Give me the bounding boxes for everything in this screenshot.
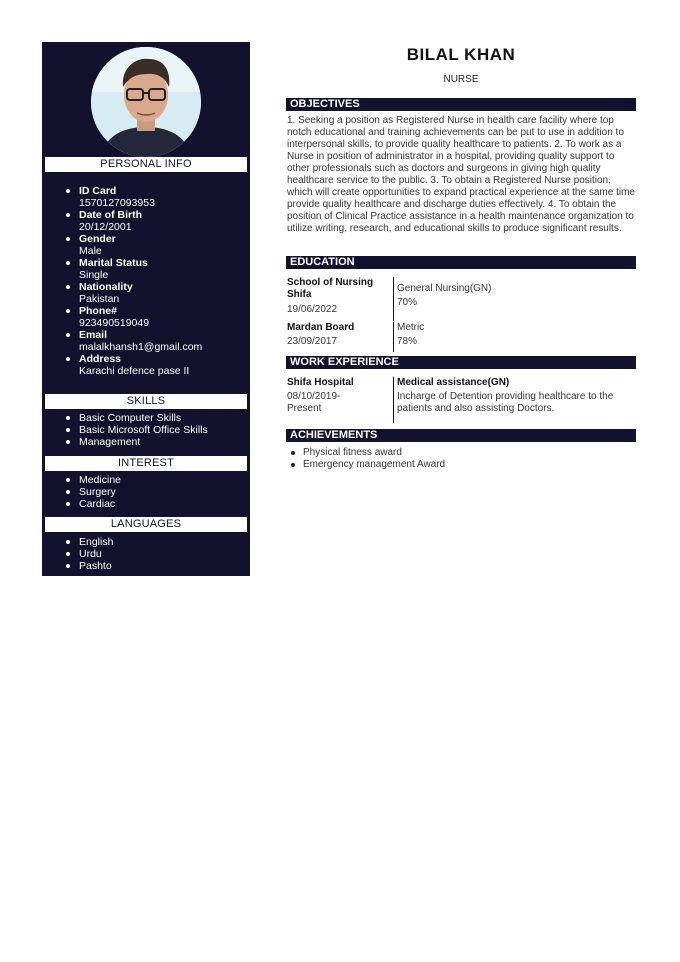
education-degree: Metric [397,322,425,333]
work-description: Incharge of Detention providing healthcare to the patients and also assisting Doctors. [397,391,614,414]
education-row [287,277,637,321]
info-email [64,329,202,353]
languages-list [64,536,113,572]
work-role: Medical assistance(GN) [397,377,510,388]
education-score: 78% [397,336,418,347]
work-company: Shifa Hospital [287,377,354,388]
education-institution: Mardan Board [287,322,355,333]
info-value: Karachi defence pase II [79,365,190,377]
personal-info-list [64,185,202,377]
education-left [287,322,387,348]
work-row [287,377,637,423]
achievement-item: Physical fitness award [303,447,445,459]
info-label: Gender [79,233,116,245]
language-item: Urdu [64,548,113,560]
info-label: Address [79,353,122,365]
info-nationality [64,281,202,305]
interest-list [64,474,121,510]
info-gender [64,233,202,257]
interest-item: Cardiac [64,498,121,510]
achievements-header: ACHIEVEMENTS [286,429,636,442]
sidebar [42,42,250,576]
info-id-card [64,185,202,209]
info-label: Email [79,329,108,341]
info-dob [64,209,202,233]
work-left [287,377,387,415]
achievement-item: Emergency management Award [303,459,446,470]
education-degree: General Nursing(GN) [397,283,492,294]
education-date: 23/09/2017 [287,336,338,347]
skill-item: Management [64,436,208,448]
info-label: Date of Birth [79,209,142,221]
interest-header: INTEREST [45,456,247,471]
info-marital-status [64,257,202,281]
education-date: 19/06/2022 [287,304,338,315]
divider [393,322,394,352]
profile-photo [91,47,201,157]
info-value: Single [79,269,109,281]
skill-item: Basic Computer Skills [64,412,208,424]
achievements-list [303,447,445,471]
info-address [64,353,202,377]
person-photo-icon [91,47,201,157]
skill-item: Basic Microsoft Office Skills [64,424,208,436]
work-experience-header: WORK EXPERIENCE [286,356,636,369]
languages-header: LANGUAGES [45,517,247,532]
language-item: English [64,536,113,548]
education-right [397,283,637,309]
education-score: 70% [397,297,418,308]
info-label: Nationality [79,281,133,293]
divider [393,377,394,423]
interest-item: Surgery [64,486,121,498]
skills-list [64,412,208,448]
personal-info-header: PERSONAL INFO [45,157,247,172]
info-value: 20/12/2001 [79,221,132,233]
skills-header: SKILLS [45,394,247,409]
info-value: Pakistan [79,293,120,305]
info-value: malalkhansh1@gmail.com [79,341,203,353]
objectives-header: OBJECTIVES [286,98,636,111]
info-value: Male [79,245,102,257]
objectives-text: 1. Seeking a position as Registered Nurse in health care facility where top notch educational and training achievements can be put to use in addition to interpersonal skills, to provide quality healthcare to patients. 2. To work as a Nurse in position of administrator in a hospital, providing quality support to other professionals such as doctors and surgeons in giving high quality healthcare service to the public. 3. To obtain a Registered Nurse position, which will create opportunities to expand practical experience at the same time provide quality healthcare and discharge duties effectively. 4. To obtain the position of Clinical Practice assistance in a health maintenance organization to utilize writing, research, and educational skills to produce significant results. [287,115,635,234]
education-header: EDUCATION [286,256,636,269]
work-right [397,377,637,415]
language-item: Pashto [64,560,113,572]
education-right [397,322,637,348]
info-label: Marital Status [79,257,148,269]
education-institution: School of Nursing Shifa [287,277,374,300]
info-value: 923490519049 [79,317,150,329]
work-date: 08/10/2019- Present [287,391,341,414]
info-phone [64,305,202,329]
info-value: 1570127093953 [79,197,155,209]
info-label: Phone# [79,305,117,317]
divider [393,277,394,321]
info-label: ID Card [79,185,117,197]
education-left [287,277,387,316]
interest-item: Medicine [64,474,121,486]
candidate-name: BILAL KHAN [406,45,516,64]
job-title: NURSE [443,74,479,85]
education-row [287,322,637,352]
